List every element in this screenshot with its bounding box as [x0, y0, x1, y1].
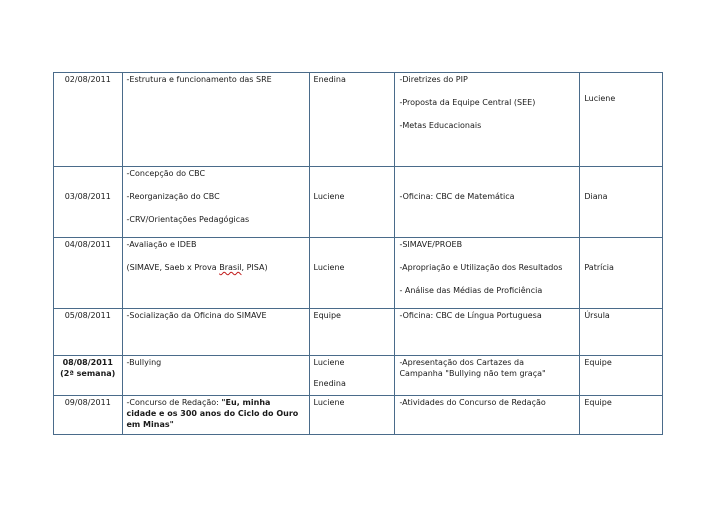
responsible-text: Luciene: [313, 192, 345, 201]
resource-person-text: Equipe: [584, 398, 612, 407]
date-cell: [54, 167, 123, 238]
topic-text: -Estrutura e funcionamento das SRE: [126, 75, 272, 84]
responsible-cell: [309, 167, 395, 238]
table-row: [54, 167, 663, 238]
activity-text: Campanha "Bullying não tem graça": [399, 369, 546, 378]
activity-text: - Análise das Médias de Proficiência: [399, 286, 543, 295]
resource-person-cell: [580, 73, 663, 167]
topic-text: -Avaliação e IDEB: [126, 240, 197, 249]
date-text: 08/08/2011: [62, 358, 113, 367]
activities-cell: [395, 73, 580, 167]
date-cell: [54, 309, 123, 356]
topic-text: -Socialização da Oficina do SIMAVE: [126, 311, 267, 320]
activity-text: -Oficina: CBC de Matemática: [399, 192, 515, 201]
responsible-text: Enedina: [313, 379, 346, 388]
resource-person-text: Equipe: [584, 358, 612, 367]
topic-cell: [122, 167, 309, 238]
resource-person-cell: [580, 396, 663, 435]
essay-theme-text: "Eu, minha: [221, 398, 271, 407]
responsible-text: Enedina: [313, 75, 346, 84]
topic-cell: [122, 73, 309, 167]
topic-text: [127, 397, 305, 408]
date-cell: [54, 238, 123, 309]
date-cell: [54, 73, 123, 167]
spacer: [399, 273, 575, 285]
activities-cell: [395, 356, 580, 396]
date-note: (2ª semana): [60, 369, 116, 378]
date-text: 09/08/2011: [64, 398, 111, 407]
essay-theme-text: em Minas": [126, 420, 174, 429]
resource-person-text: Patrícia: [584, 263, 614, 272]
topic-text: -CRV/Orientações Pedagógicas: [126, 215, 250, 224]
topic-text-part: , PISA): [241, 263, 268, 272]
date-text: 02/08/2011: [64, 75, 111, 84]
topic-text: -Concepção do CBC: [126, 169, 206, 178]
responsible-cell: [309, 356, 395, 396]
responsible-cell: [309, 238, 395, 309]
resource-person-text: Luciene: [584, 94, 616, 103]
schedule-table: [53, 72, 663, 435]
responsible-cell: [309, 309, 395, 356]
spacer: [399, 250, 575, 262]
spacer: [127, 179, 305, 191]
spellcheck-underlined-word: Brasil: [219, 263, 242, 272]
activity-text: -Oficina: CBC de Língua Portuguesa: [399, 311, 542, 320]
responsible-text: Equipe: [313, 311, 341, 320]
spacer: [399, 85, 575, 97]
topic-cell: [122, 356, 309, 396]
resource-person-cell: [580, 356, 663, 396]
date-cell: [54, 396, 123, 435]
activity-text: -Atividades do Concurso de Redação: [399, 398, 546, 407]
responsible-cell: [309, 396, 395, 435]
table-row: [54, 356, 663, 396]
date-text: 04/08/2011: [64, 240, 111, 249]
resource-person-cell: [580, 167, 663, 238]
spacer: [127, 202, 305, 214]
responsible-text: Luciene: [313, 358, 345, 367]
resource-person-cell: [580, 238, 663, 309]
resource-person-text: Diana: [584, 192, 608, 201]
activities-cell: [395, 238, 580, 309]
spacer: [127, 250, 305, 262]
topic-text: [127, 262, 305, 273]
topic-text: -Bullying: [126, 358, 162, 367]
spacer: [314, 368, 391, 378]
table-row: [54, 309, 663, 356]
topic-cell: [122, 396, 309, 435]
table-row: [54, 73, 663, 167]
essay-theme-text: cidade e os 300 anos do Ciclo do Ouro: [126, 409, 299, 418]
responsible-text: Luciene: [313, 263, 345, 272]
activity-text: -Apresentação dos Cartazes da: [399, 358, 524, 367]
activities-cell: [395, 167, 580, 238]
topic-cell: [122, 238, 309, 309]
activity-text: -SIMAVE/PROEB: [399, 240, 463, 249]
topic-text-part: -Concurso de Redação:: [126, 398, 222, 407]
activity-text: -Diretrizes do PIP: [399, 75, 468, 84]
activity-text: -Proposta da Equipe Central (SEE): [399, 98, 536, 107]
topic-text: -Reorganização do CBC: [126, 192, 220, 201]
date-text: 05/08/2011: [64, 311, 111, 320]
resource-person-cell: [580, 309, 663, 356]
topic-text-part: (SIMAVE, Saeb x Prova: [126, 263, 220, 272]
activity-text: -Apropriação e Utilização dos Resultados: [399, 263, 563, 272]
activity-text: -Metas Educacionais: [399, 121, 482, 130]
topic-cell: [122, 309, 309, 356]
table-row: [54, 238, 663, 309]
table-row: [54, 396, 663, 435]
activities-cell: [395, 396, 580, 435]
date-text: 03/08/2011: [64, 192, 111, 201]
date-cell: [54, 356, 123, 396]
activities-cell: [395, 309, 580, 356]
spacer: [399, 108, 575, 120]
resource-person-text: Úrsula: [584, 311, 610, 320]
responsible-text: Luciene: [313, 398, 345, 407]
responsible-cell: [309, 73, 395, 167]
